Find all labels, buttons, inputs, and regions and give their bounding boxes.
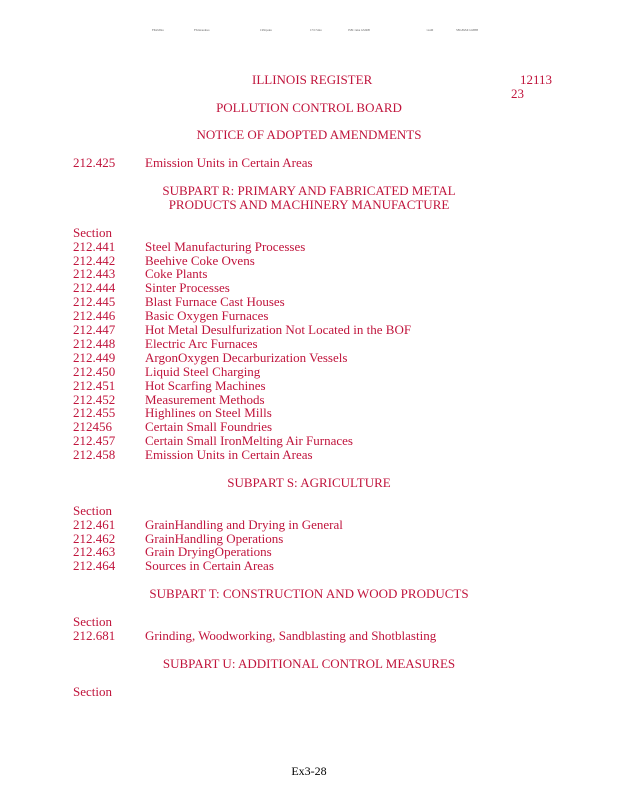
section-label: Section	[73, 614, 112, 629]
section-row	[73, 447, 313, 463]
section-title: Liquid Steel Charging	[145, 364, 261, 379]
section-title: Grinding, Woodworking, Sandblasting and Shotblasting	[145, 628, 437, 643]
section-number: 212.446	[73, 308, 116, 323]
section-row	[73, 628, 436, 644]
section-title: Highlines on Steel Mills	[145, 405, 272, 420]
register-title: ILLINOIS REGISTER	[252, 72, 373, 87]
header-mark: FSmnaudnes	[194, 28, 210, 32]
subpart-s-heading: SUBPART S: AGRICULTURE	[227, 475, 391, 490]
agency-title: POLLUTION CONTROL BOARD	[216, 100, 402, 115]
subpart-r-heading-line1: SUBPART R: PRIMARY AND FABRICATED METAL	[162, 183, 456, 198]
header-mark: SBGBsMt GMBB	[456, 28, 479, 32]
header-mark: CVCSmu	[310, 28, 322, 32]
header-mark: ISBt 1uku GMRB	[348, 28, 370, 32]
section-number: 212456	[73, 419, 112, 434]
section-title: Basic Oxygen Furnaces	[145, 308, 269, 323]
section-number: 212.441	[73, 239, 116, 254]
section-title: Grain DryingOperations	[145, 544, 272, 559]
header-mark: FPAMbiu	[152, 28, 164, 32]
section-number: 212.458	[73, 447, 116, 462]
section-title: Measurement Methods	[145, 392, 265, 407]
section-number: 212.451	[73, 378, 116, 393]
subpart-r-heading-line2: PRODUCTS AND MACHINERY MANUFACTURE	[168, 197, 450, 212]
section-number: 212.462	[73, 531, 116, 546]
page-footer: Ex3-28	[291, 764, 327, 778]
section-number: 212.447	[73, 322, 116, 337]
section-title: GrainHandling and Drying in General	[145, 517, 343, 532]
section-row	[73, 155, 313, 171]
section-title: Coke Plants	[145, 266, 208, 281]
section-number: 212.442	[73, 253, 116, 268]
section-title: Sources in Certain Areas	[145, 558, 274, 573]
issue-number: 23	[511, 86, 524, 101]
section-title: Certain Small IronMelting Air Furnaces	[145, 433, 353, 448]
section-number: 212.455	[73, 405, 116, 420]
subpart-t-heading: SUBPART T: CONSTRUCTION AND WOOD PRODUCTS	[149, 586, 469, 601]
section-title: Emission Units in Certain Areas	[145, 155, 313, 170]
section-number: 212.464	[73, 558, 116, 573]
section-title: Hot Scarfing Machines	[145, 378, 266, 393]
section-number: 212.444	[73, 280, 116, 295]
section-number: 212.681	[73, 628, 116, 643]
section-row	[73, 558, 274, 574]
header-mark: ~nuM	[426, 28, 434, 32]
section-number: 212.425	[73, 155, 116, 170]
section-label: Section	[73, 225, 112, 240]
section-number: 212.448	[73, 336, 116, 351]
section-title: Beehive Coke Ovens	[145, 253, 255, 268]
section-number: 212.445	[73, 294, 116, 309]
page-number: 12113	[520, 72, 553, 87]
section-title: Hot Metal Desulfurization Not Located in the BOF	[145, 322, 412, 337]
notice-title: NOTICE OF ADOPTED AMENDMENTS	[196, 127, 422, 142]
section-number: 212.463	[73, 544, 116, 559]
section-title: Certain Small Foundries	[145, 419, 273, 434]
header-mark: CPmpaku	[260, 28, 272, 32]
section-title: Emission Units in Certain Areas	[145, 447, 313, 462]
section-number: 212.461	[73, 517, 116, 532]
section-title: Electric Arc Furnaces	[145, 336, 258, 351]
section-title: Sinter Processes	[145, 280, 230, 295]
section-number: 212.450	[73, 364, 116, 379]
section-number: 212.443	[73, 266, 116, 281]
section-title: ArgonOxygen Decarburization Vessels	[145, 350, 348, 365]
section-number: 212.449	[73, 350, 116, 365]
section-label: Section	[73, 503, 112, 518]
section-number: 212.452	[73, 392, 116, 407]
subpart-u-heading: SUBPART U: ADDITIONAL CONTROL MEASURES	[162, 656, 456, 671]
section-title: Steel Manufacturing Processes	[145, 239, 306, 254]
section-number: 212.457	[73, 433, 116, 448]
section-title: GrainHandling Operations	[145, 531, 284, 546]
section-label: Section	[73, 684, 112, 699]
section-title: Blast Furnace Cast Houses	[145, 294, 285, 309]
